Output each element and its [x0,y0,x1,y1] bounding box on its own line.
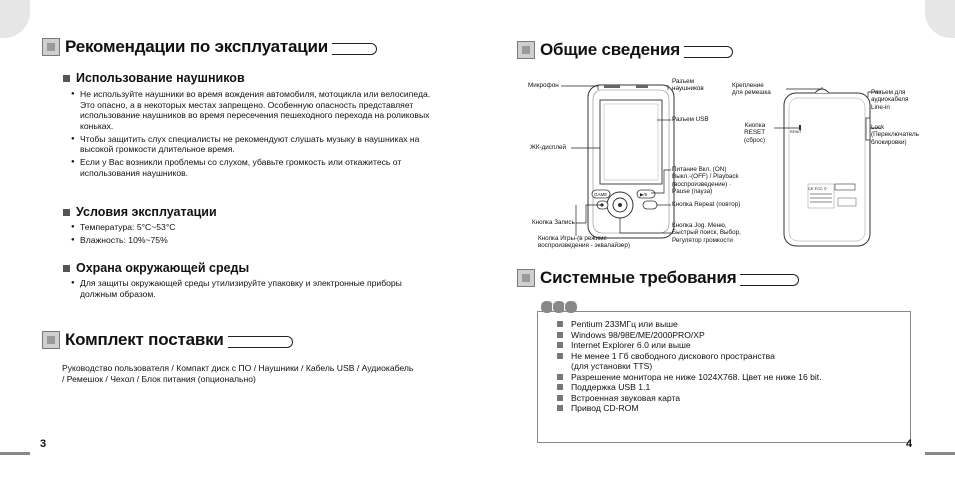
list-item: ● Не используйте наушники во время вождения автомобиля, мотоцикла или велосипеда. Это опасно, а в некоторых местах запрещено. Особенную опасность представляет использование наушников во время пересечения пешеходного перехода на роликовых коньках. [71,89,436,131]
list-item: Встроенная звуковая карта [557,393,822,404]
label-record-button: Кнопка Запись [532,219,575,226]
device-game-mark: GAME [594,192,608,197]
label-strap-mount: Крепление для ремешка [732,82,771,97]
page-number-right: 4 [906,438,913,450]
list-item: Не менее 1 Гб свободного дискового пространства (для установки TTS) [557,351,822,372]
section-title: Рекомендации по эксплуатации [65,37,328,56]
page-rule-left [0,452,30,455]
subsection-conditions-header [63,205,217,219]
list-item: ● Для защиты окружающей среды утилизируйте упаковку и электронные приборы должным образом. [71,278,436,299]
section-title: Системные требования [540,268,737,287]
section-title-rule [228,336,293,348]
section-square-icon [42,331,60,349]
label-lcd: ЖК-дисплей [530,144,567,151]
section-title-rule [332,43,377,55]
label-reset-button: Кнопка RESET (сброс) [744,122,766,144]
section-title: Комплект поставки [65,330,224,349]
square-bullet-icon [63,75,70,82]
requirements-list [557,319,822,414]
list-item: Internet Explorer 6.0 или выше [557,340,822,351]
section-requirements-header [517,268,799,288]
label-audio-cable-jack: Разъем для аудиокабеля Line-in [871,89,909,111]
section-title: Общие сведения [540,40,680,59]
subsection-headphones-header [63,71,245,85]
subsection-title: Использование наушников [76,71,245,85]
label-lock-switch: Lock (Переключатель блокировки) [871,124,919,146]
list-item: ● Если у Вас возникли проблемы со слухом, убавьте громкость или откажитесь от использования наушников. [71,157,436,178]
label-jog-button: Кнопка Jog. Меню, Быстрый поиск, Выбор, Регулятор громкости [672,222,741,244]
square-bullet-icon [63,209,70,216]
page-number-left: 3 [40,438,47,450]
square-bullet-icon [63,265,70,272]
section-square-icon [42,38,60,56]
list-item: ● Влажность: 10%~75% [71,235,436,246]
list-item: Разрешение монитора не ниже 1024X768. Цвет не ниже 16 bit. [557,372,822,383]
label-repeat-button: Кнопка Repeat (повтор) [672,201,741,208]
label-game-button: Кнопка Игры-(в режиме воспроизведения - эквалайзер) [538,235,630,250]
section-square-icon [517,41,535,59]
page-corner-right [925,0,955,38]
list-item: Привод CD-ROM [557,403,822,414]
device-reset-mark: RESET [790,130,802,134]
conditions-list [71,222,436,248]
device-play-mark: ▶/II [640,192,648,197]
label-usb-port: Разъем USB [672,116,709,123]
device-cert-mark: CE FCC © [808,186,827,191]
section-title-rule [684,46,733,58]
subsection-title: Условия эксплуатации [76,205,217,219]
list-item: Поддержка USB 1.1 [557,382,822,393]
label-headphones-jack: Разъем наушников [672,78,704,93]
section-square-icon [517,269,535,287]
section-overview-header [517,40,733,60]
list-item: Windows 98/98E/ME/2000PRO/XP [557,330,822,341]
environment-list [71,278,436,302]
package-contents: Руководство пользователя / Компакт диск с ПО / Наушники / Кабель USB / Аудиокабель / Ремешок / Чехол / Блок питания (опционально) [62,363,414,384]
label-microphone: Микрофон [528,82,559,89]
subsection-environment-header [63,261,249,275]
device-diagram [516,72,946,257]
subsection-title: Охрана окружающей среды [76,261,250,275]
headphones-list [71,89,436,181]
section-title-rule [740,274,799,286]
list-item: Pentium 233МГц или выше [557,319,822,330]
section-recommendations-header [42,37,377,57]
page-corner-left [0,0,30,38]
page-rule-right [925,452,955,455]
list-item: ● Чтобы защитить слух специалисты не рекомендуют слушать музыку в наушниках на высокой громкости длительное время. [71,134,436,155]
section-package-header [42,330,293,350]
label-power-button: Питание Вкл. (ON) Выкл.-(OFF) / Playback (воспроизведение) · Pause (пауза) [672,166,739,196]
list-item: ● Температура: 5°C~53°C [71,222,436,233]
